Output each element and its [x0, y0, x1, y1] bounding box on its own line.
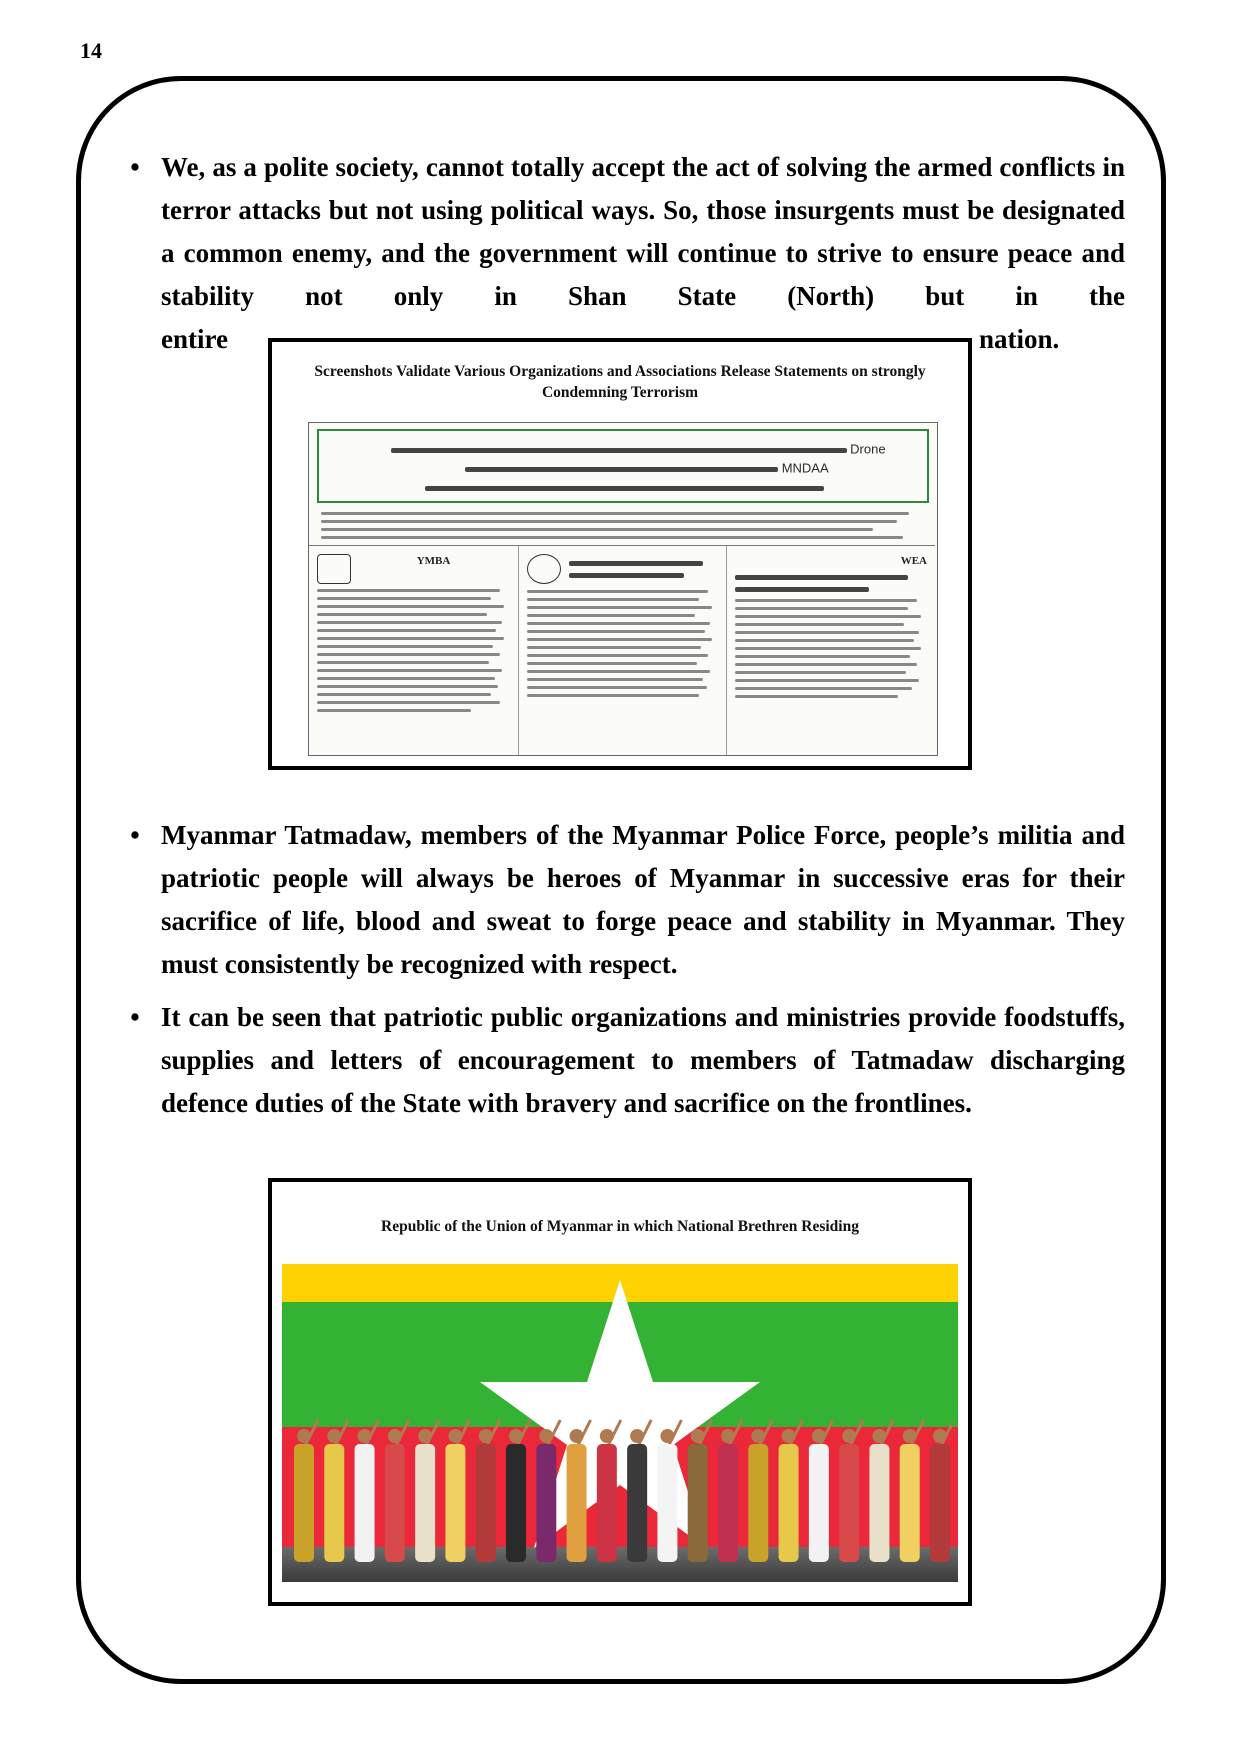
- bullet-paragraph-2: [125, 814, 1125, 986]
- figure-caption: Republic of the Union of Myanmar in which National Brethren Residing: [381, 1218, 859, 1235]
- person-figure: [445, 1420, 469, 1562]
- person-figure: [779, 1420, 803, 1562]
- person-figure: [536, 1420, 560, 1562]
- paragraph-text: Myanmar Tatmadaw, members of the Myanmar Police Force, people’s militia and patriotic people will always be heroes of Myanmar in successive eras for their sacrifice of life, blood and sweat to forge peace and stability in Myanmar. They must consistently be recognized with respect.: [161, 820, 1125, 979]
- headline-drone-tag: Drone: [850, 441, 886, 457]
- bullet-icon: •: [130, 152, 140, 182]
- newspaper-column: [727, 546, 935, 755]
- person-figure: [355, 1420, 379, 1562]
- bullet-icon: •: [130, 1002, 140, 1032]
- person-figure: [567, 1420, 591, 1562]
- national-brethren-figure: [268, 1178, 972, 1606]
- person-figure: [809, 1420, 833, 1562]
- person-figure: [294, 1420, 318, 1562]
- person-figure: [839, 1420, 863, 1562]
- organization-logo-icon: [527, 554, 561, 584]
- person-figure: [688, 1420, 712, 1562]
- paragraph-text: We, as a polite society, cannot totally accept the act of solving the armed conflicts in terror attacks but not using political ways. So, those insurgents must be designated a common enemy, and the government will continue to strive to ensure peace and stability not only in Shan State (North) but in the: [161, 152, 1125, 311]
- association-logo-icon: [317, 554, 351, 584]
- person-figure: [930, 1420, 952, 1562]
- statements-figure: [268, 338, 972, 770]
- figure-caption: Screenshots Validate Various Organizations and Associations Release Statements on strongly Condemning Terrorism: [314, 363, 926, 401]
- bullet-paragraph-3: [125, 996, 1125, 1125]
- bullet-icon: •: [130, 820, 140, 850]
- newspaper-columns: [309, 546, 935, 755]
- headline-mndaa-tag: MNDAA: [781, 460, 829, 476]
- myanmar-flag-image: [282, 1264, 958, 1582]
- paragraph-text: It can be seen that patriotic public organizations and ministries provide foodstuffs, supplies and letters of encouragement to members of Tatmadaw discharging defence duties of the State with bravery and sacrifice on the frontlines.: [161, 1002, 1125, 1118]
- person-figure: [718, 1420, 742, 1562]
- column-tag: WEA: [900, 555, 927, 567]
- person-figure: [324, 1420, 348, 1562]
- person-figure: [748, 1420, 772, 1562]
- page-number: 14: [80, 38, 102, 63]
- person-figure: [900, 1420, 924, 1562]
- person-figure: [597, 1420, 621, 1562]
- headline-banner: [317, 429, 929, 503]
- newspaper-column: [519, 546, 727, 755]
- person-figure: [627, 1420, 651, 1562]
- person-figure: [657, 1420, 681, 1562]
- person-figure: [869, 1420, 893, 1562]
- person-figure: [415, 1420, 439, 1562]
- newspaper-screenshot: [308, 422, 938, 756]
- newspaper-headline-block: [309, 423, 935, 546]
- person-figure: [476, 1420, 500, 1562]
- paragraph-tail-right: nation.: [979, 324, 1060, 354]
- paragraph-tail-left: entire: [161, 324, 228, 354]
- bullet-paragraph-1: [125, 146, 1125, 318]
- person-figure: [506, 1420, 530, 1562]
- column-tag: YMBA: [416, 555, 451, 567]
- people-in-traditional-dress: [292, 1414, 952, 1574]
- newspaper-column: [309, 546, 519, 755]
- person-figure: [385, 1420, 409, 1562]
